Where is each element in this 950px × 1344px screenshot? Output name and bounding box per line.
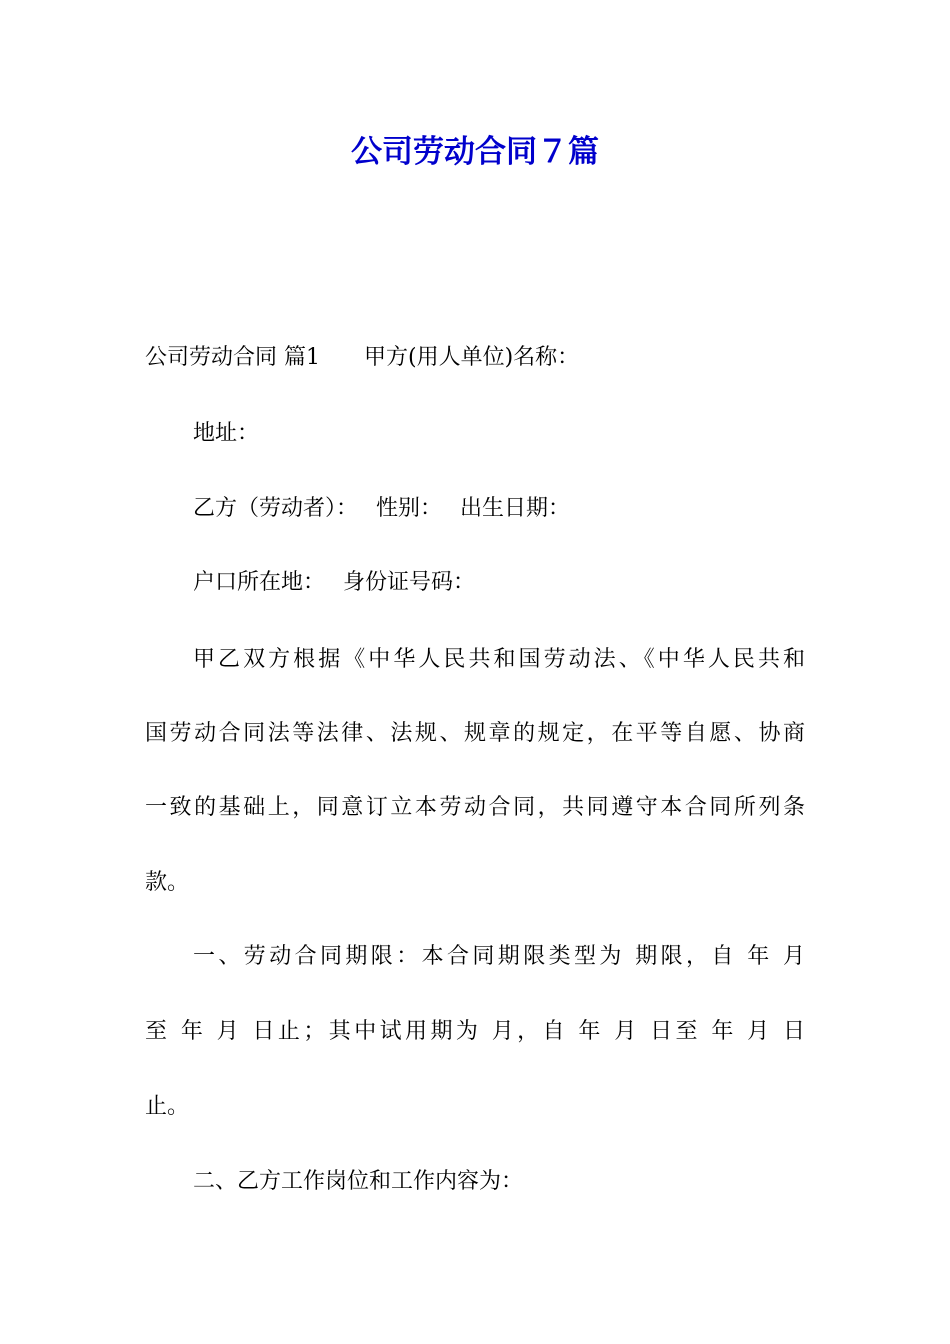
job-content-line: 二、乙方工作岗位和工作内容为： bbox=[193, 1169, 524, 1194]
paragraph-line: 一致的基础上，同意订立本劳动合同，共同遵守本合同所列条 bbox=[145, 795, 805, 820]
party-b-label: 乙方（劳动者）： bbox=[193, 496, 359, 521]
contract-term-line: 止。 bbox=[145, 1094, 190, 1119]
hukou-label: 户口所在地： bbox=[193, 570, 326, 595]
paragraph-line: 款。 bbox=[145, 870, 190, 895]
paragraph-line: 甲乙双方根据《中华人民共和国劳动法、《中华人民共和 bbox=[193, 647, 805, 672]
hukou-line bbox=[193, 567, 805, 599]
paragraph-line: 国劳动合同法等法律、法规、规章的规定，在平等自愿、协商 bbox=[145, 721, 805, 746]
section-heading: 公司劳动合同 篇1 bbox=[145, 345, 320, 370]
id-number-label: 身份证号码： bbox=[343, 570, 476, 595]
party-b-line bbox=[193, 493, 805, 525]
birth-date-label: 出生日期： bbox=[460, 496, 571, 521]
contract-term-line: 至 年 月 日止；其中试用期为 月，自 年 月 日至 年 月 日 bbox=[145, 1019, 805, 1044]
party-a-label: 甲方(用人单位)名称： bbox=[364, 345, 580, 370]
document-title: 公司劳动合同７篇 bbox=[351, 134, 599, 170]
contract-term-line: 一、劳动合同期限：本合同期限类型为 期限，自 年 月 bbox=[193, 944, 805, 969]
address-label: 地址： bbox=[193, 421, 260, 446]
gender-label: 性别： bbox=[376, 496, 443, 521]
heading-line bbox=[145, 342, 805, 374]
